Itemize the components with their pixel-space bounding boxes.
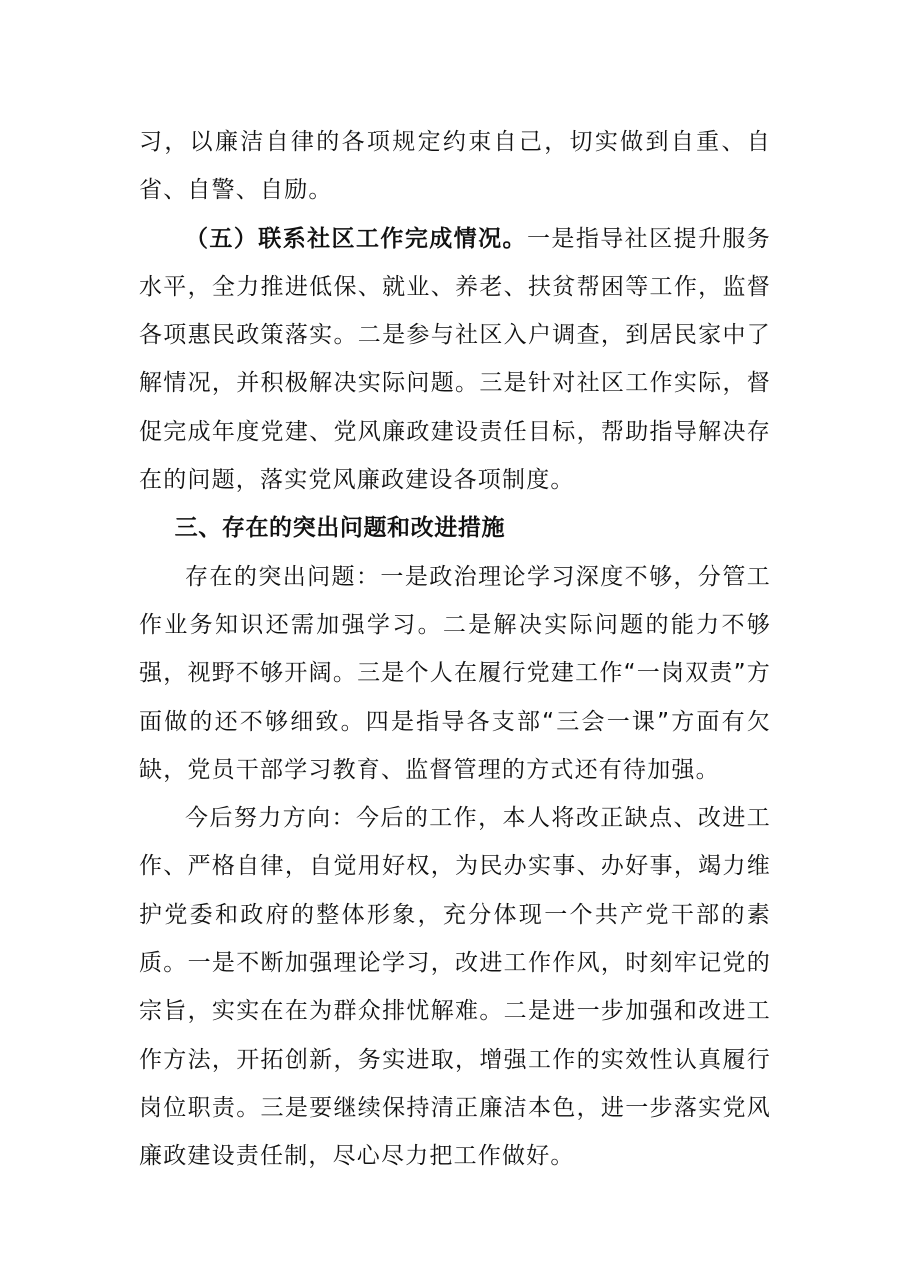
section-heading: 三、存在的突出问题和改进措施 bbox=[174, 515, 506, 542]
document-body bbox=[139, 118, 771, 1181]
paragraph-future-direction: 今后努力方向：今后的工作，本人将改正缺点、改进工作、严格自律，自觉用好权，为民办实事、办好事，竭力维护党委和政府的整体形象，充分体现一个共产党干部的素质。一是不断加强理论学习，改进工作作风，时刻牢记党的宗旨，实实在在为群众排忧解难。二是进一步加强和改进工作方法，开拓创新，务实进取，增强工作的实效性认真履行岗位职责。三是要继续保持清正廉洁本色，进一步落实党风廉政建设责任制，尽心尽力把工作做好。 bbox=[139, 805, 771, 1170]
paragraph-lead-heading: （五）联系社区工作完成情况。 bbox=[185, 225, 527, 252]
paragraph-problems: 存在的突出问题：一是政治理论学习深度不够，分管工作业务知识还需加强学习。二是解决实际问题的能力不够强，视野不够开阔。三是个人在履行党建工作“一岗双责”方面做的还不够细致。四是指导各支部“三会一课”方面有欠缺，党员干部学习教育、监督管理的方式还有待加强。 bbox=[139, 563, 771, 783]
paragraph-continuation: 习，以廉洁自律的各项规定约束自己，切实做到自重、自省、自警、自励。 bbox=[139, 129, 771, 204]
paragraph-body-text: 一是指导社区提升服务水平，全力推进低保、就业、养老、扶贫帮困等工作，监督各项惠民政策落实。二是参与社区入户调查，到居民家中了解情况，并积极解决实际问题。三是针对社区工作实际，督促完成年度党建、党风廉政建设责任目标，帮助指导解决存在的问题，落实党风廉政建设各项制度。 bbox=[139, 225, 771, 494]
paragraph-community-work bbox=[139, 215, 771, 505]
